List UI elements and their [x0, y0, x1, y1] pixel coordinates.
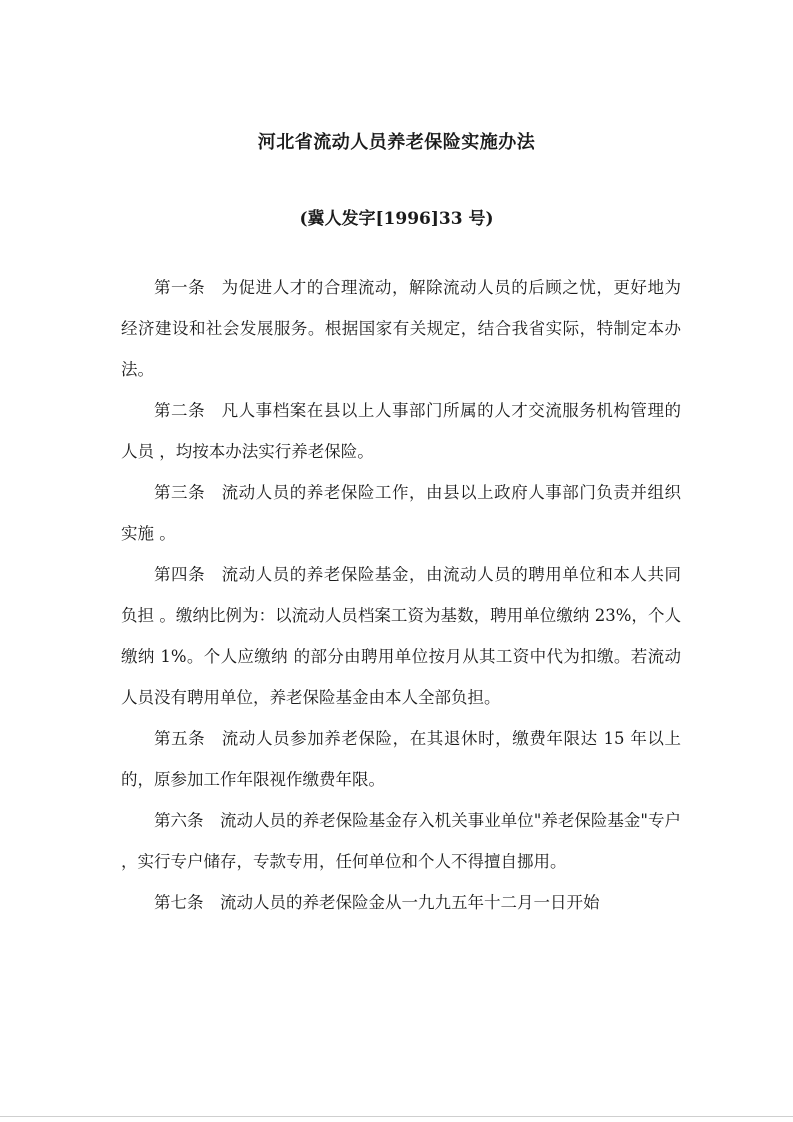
article-paragraph: [121, 882, 681, 923]
document-subtitle: (冀人发字[1996]33 号): [299, 209, 494, 229]
article-paragraph: [121, 390, 681, 472]
article-label: 第五条: [154, 729, 206, 748]
article-label: 第一条: [154, 278, 206, 297]
article-text: 流动人员的养老保险基金，由流动人员的聘用单位和本人共同负担 。缴纳比例为：以流动人员档案工资为基数，聘用单位缴纳 23%，个人缴纳 1%。个人应缴纳 的部分由聘用单位按月从其工资中代为扣缴。若流动人员没有聘用单位，养老保险基金由本人全部负担。: [121, 565, 682, 707]
article-paragraph: [121, 472, 681, 554]
document-body: [121, 267, 681, 923]
article-text: 为促进人才的合理流动，解除流动人员的后顾之忧，更好地为经济建设和社会发展服务。根据国家有关规定，结合我省实际，特制定本办法。: [121, 278, 682, 379]
page-bottom-divider: [0, 1116, 793, 1117]
article-paragraph: [121, 267, 681, 390]
article-text: 流动人员参加养老保险，在其退休时，缴费年限达 15 年以上的，原参加工作年限视作缴费年限。: [121, 729, 681, 789]
article-label: 第六条: [154, 811, 204, 830]
article-text: 流动人员的养老保险金从一九九五年十二月一日开始: [220, 893, 600, 912]
article-label: 第七条: [154, 893, 204, 912]
article-label: 第三条: [154, 483, 206, 502]
article-text: 流动人员的养老保险基金存入机关事业单位"养老保险基金"专户 ，实行专户储存，专款专用，任何单位和个人不得擅自挪用。: [121, 811, 681, 871]
article-paragraph: [121, 554, 681, 718]
document-title: 河北省流动人员养老保险实施办法: [257, 132, 536, 153]
article-label: 第二条: [154, 401, 206, 420]
article-text: 流动人员的养老保险工作，由县以上政府人事部门负责并组织实施 。: [121, 483, 682, 543]
article-text: 凡人事档案在县以上人事部门所属的人才交流服务机构管理的人员 ，均按本办法实行养老保险。: [121, 401, 682, 461]
article-paragraph: [121, 800, 681, 882]
article-paragraph: [121, 718, 681, 800]
article-label: 第四条: [154, 565, 206, 584]
